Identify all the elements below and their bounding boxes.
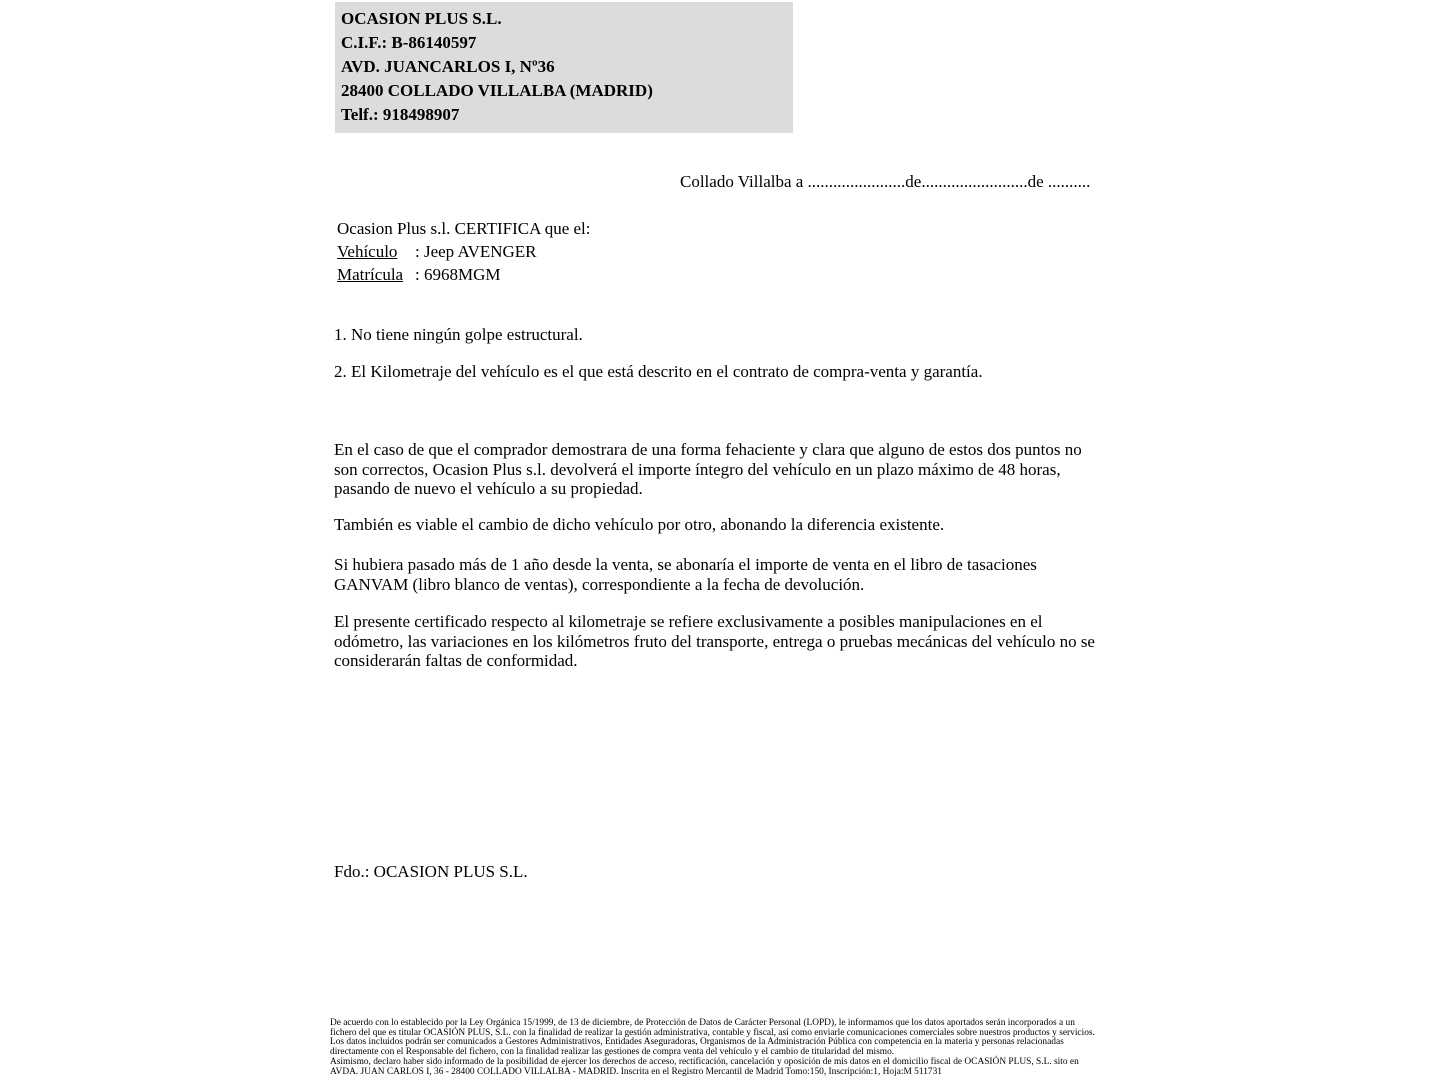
paragraph-odometer: El presente certificado respecto al kilometraje se refiere exclusivamente a posibles manipulaciones en el odómetro, las variaciones en los kilómetros fruto del transporte, entrega o pruebas mecánicas del vehículo no se considerarán faltas de conformidad.	[334, 612, 1095, 670]
vehicle-label: Vehículo	[337, 242, 398, 261]
point-2: 2. El Kilometraje del vehículo es el que está descrito en el contrato de compra-venta y garantía.	[334, 362, 983, 381]
company-address: AVD. JUANCARLOS I, Nº36	[341, 57, 555, 76]
plate-row	[337, 263, 591, 286]
paragraph-exchange: También es viable el cambio de dicho vehículo por otro, abonando la diferencia existente.	[334, 515, 945, 534]
company-name: OCASION PLUS S.L.	[341, 9, 502, 28]
plate-label: Matrícula	[337, 265, 404, 284]
company-city: 28400 COLLADO VILLALBA (MADRID)	[341, 81, 653, 100]
date-line: Collado Villalba a .......................de.........................de ..........	[680, 172, 1091, 191]
legal-footer-paragraph-2: Los datos incluidos podrán ser comunicados a Gestores Administrativos, Entidades Aseguradoras, Organismos de la Administración Pública con competencia en la materia y personas relacionadas directamente con el Responsable del fichero, con la finalidad realizar las gestiones de compra venta del vehículo y el cambio de titularidad del mismo.	[330, 1037, 1064, 1058]
company-cif: C.I.F.: B-86140597	[341, 33, 477, 52]
point-1: 1. No tiene ningún golpe estructural.	[334, 325, 583, 344]
legal-footer	[330, 1019, 1102, 1077]
signature-line: Fdo.: OCASION PLUS S.L.	[334, 862, 528, 881]
certification-block	[337, 217, 591, 286]
vehicle-value: : Jeep AVENGER	[415, 242, 537, 261]
company-header-block	[335, 2, 793, 133]
plate-value: : 6968MGM	[415, 265, 501, 284]
legal-footer-paragraph-1: De acuerdo con lo establecido por la Ley Orgánica 15/1999, de 13 de diciembre, de Protección de Datos de Carácter Personal (LOPD), le informamos que los datos aportados serán incorporados a un fichero del que es titular OCASIÓN PLUS, S.L. con la finalidad de realizar la gestión administrativa, contable y fiscal, así como enviarle comunicaciones comerciales sobre nuestros productos y servicios.	[330, 1018, 1095, 1038]
certifies-intro: Ocasion Plus s.l. CERTIFICA que el:	[337, 219, 591, 238]
legal-footer-paragraph-3: Asimismo, declaro haber sido informado de la posibilidad de ejercer los derechos de acceso, rectificación, cancelación y oposición de mis datos en el domicilio fiscal de OCASIÓN PLUS, S.L. sito en AVDA. JUAN CARLOS I, 36 - 28400 COLLADO VILLALBA - MADRID. Inscrita en el Registro Mercantil de Madrid Tomo:150, Inscripción:1, Hoja:M 511731	[330, 1056, 1079, 1077]
vehicle-row	[337, 240, 591, 263]
paragraph-refund: En el caso de que el comprador demostrara de una forma fehaciente y clara que alguno de estos dos puntos no son correctos, Ocasion Plus s.l. devolverá el importe íntegro del vehículo en un plazo máximo de 48 horas, pasando de nuevo el vehículo a su propiedad.	[334, 440, 1082, 498]
company-phone: Telf.: 918498907	[341, 105, 460, 124]
paragraph-ganvam: Si hubiera pasado más de 1 año desde la venta, se abonaría el importe de venta en el libro de tasaciones GANVAM (libro blanco de ventas), correspondiente a la fecha de devolución.	[334, 555, 1037, 594]
